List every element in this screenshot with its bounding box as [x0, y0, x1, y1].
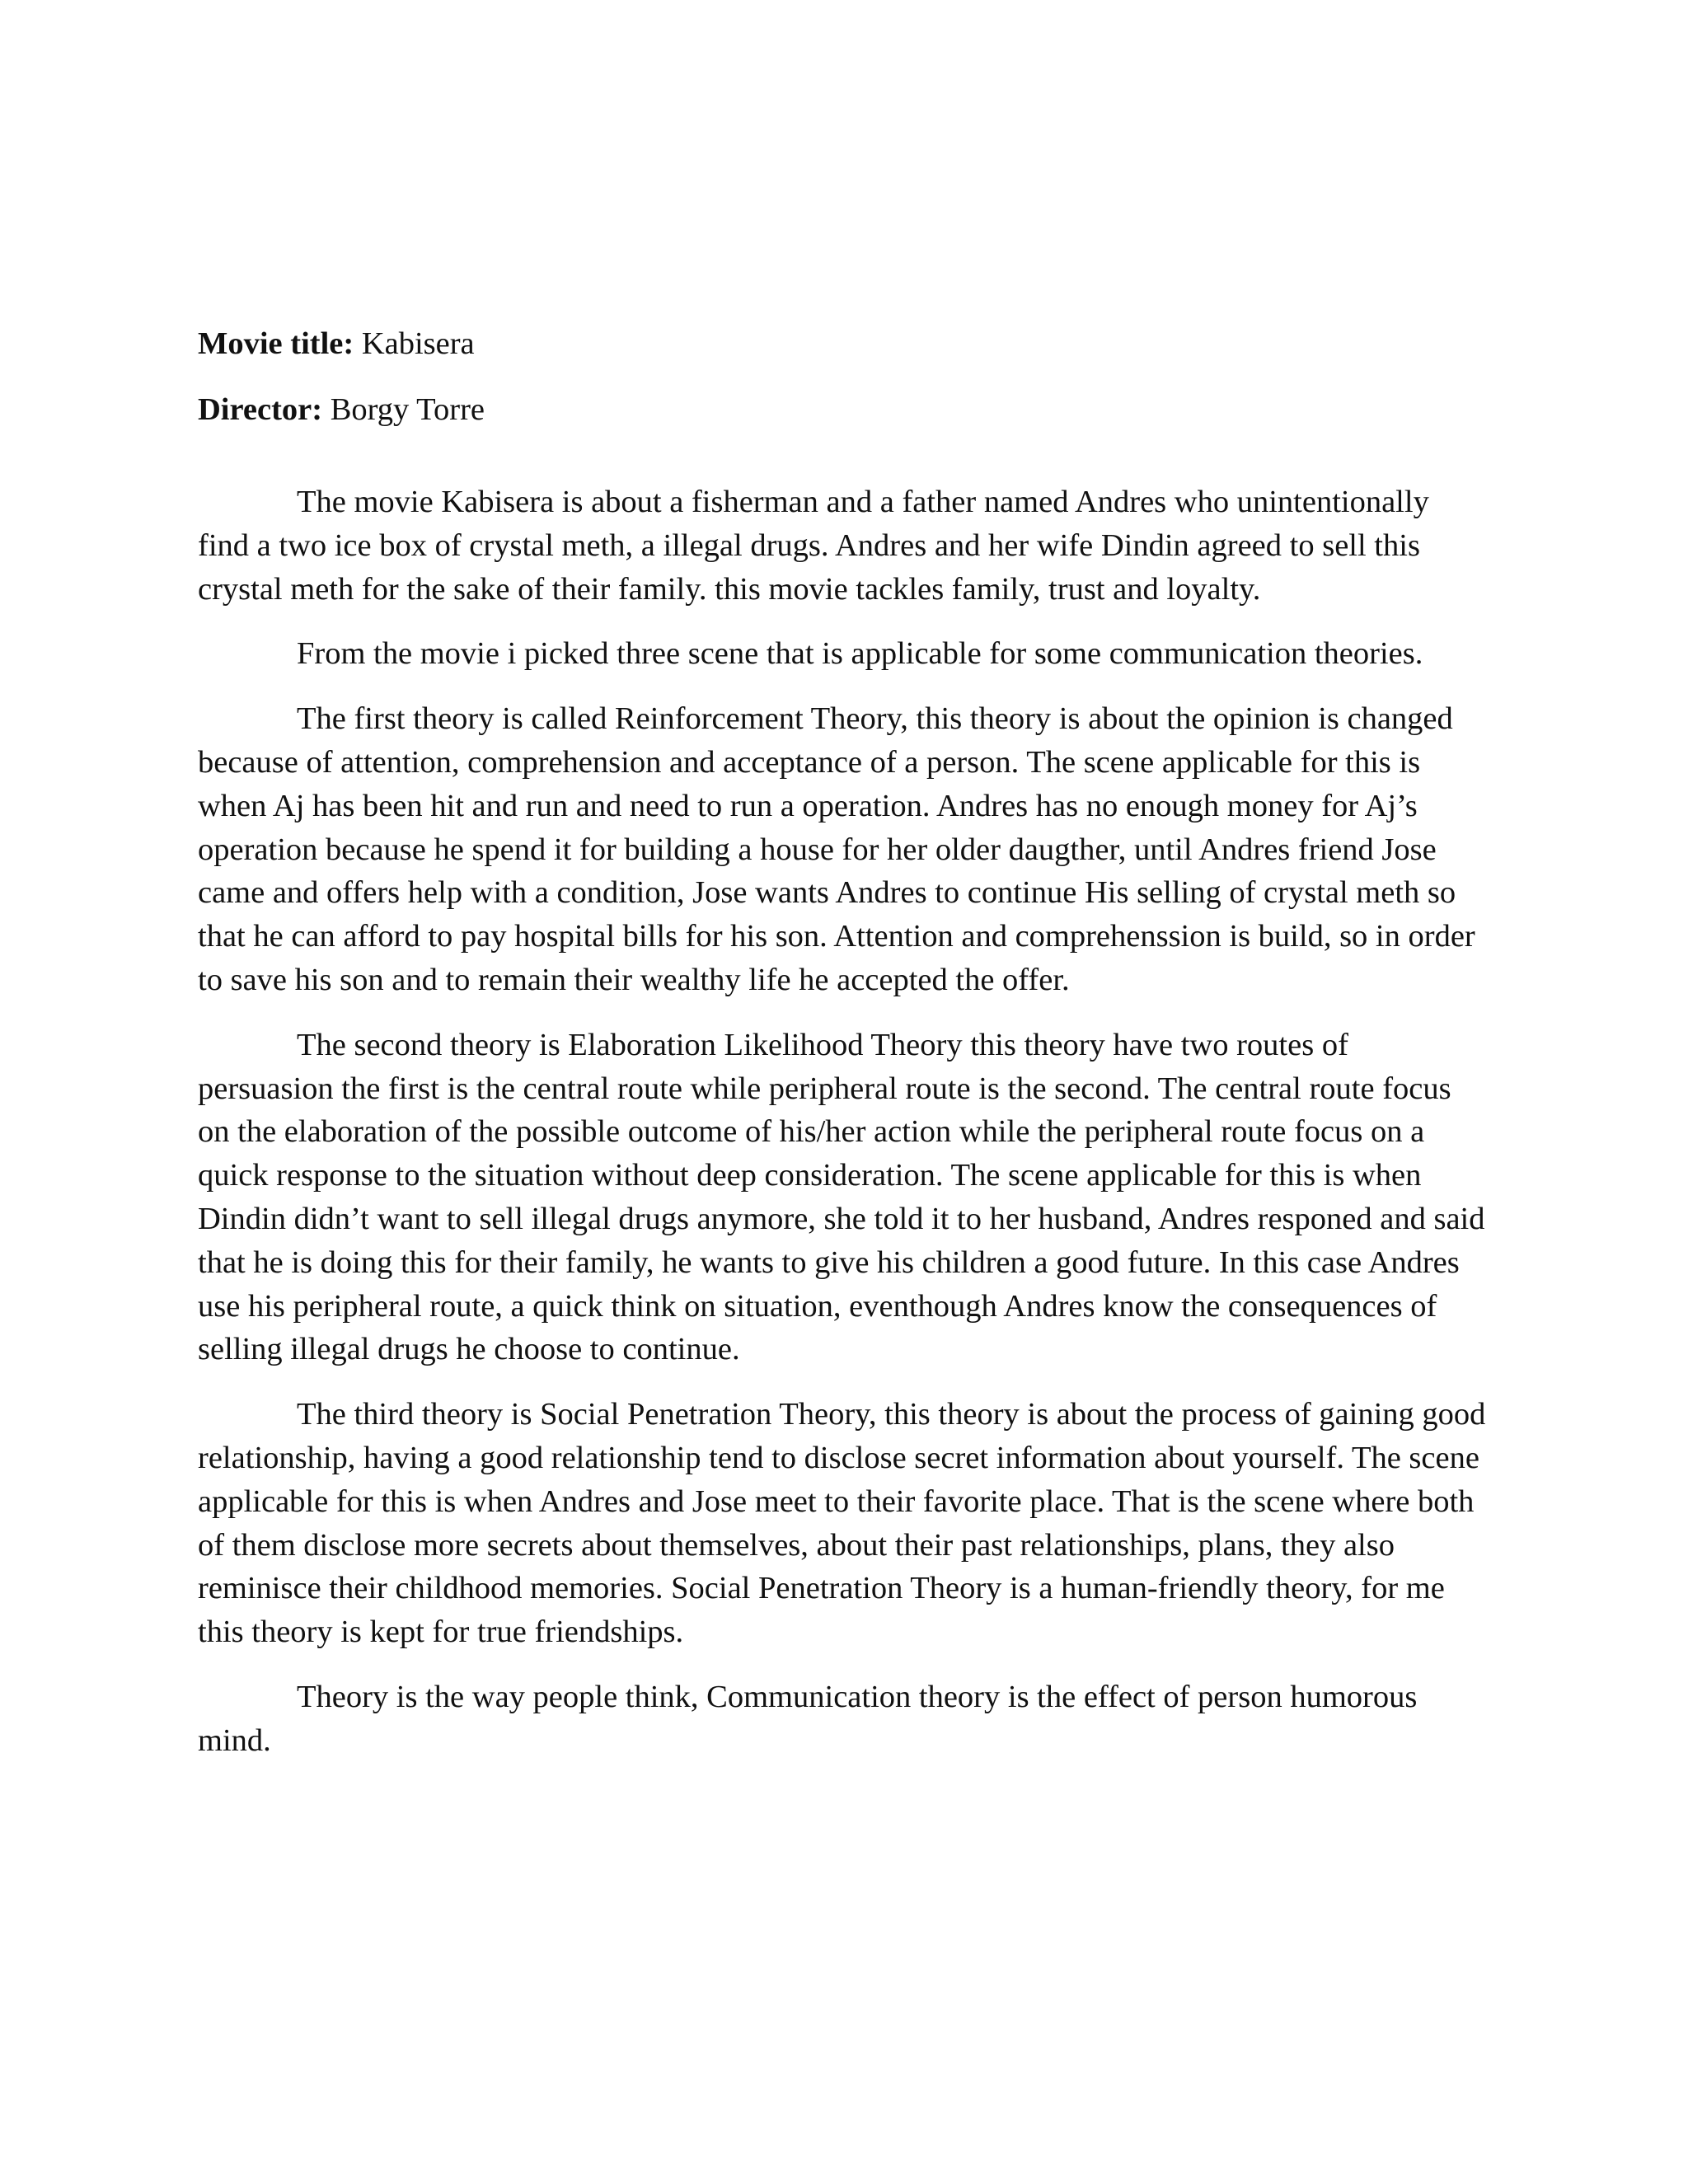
paragraph-conclusion: Theory is the way people think, Communication theory is the effect of person humorous mind.	[198, 1679, 1418, 1758]
paragraph-intro: From the movie i picked three scene that is applicable for some communication theories.	[297, 636, 1423, 672]
director-line	[198, 388, 1488, 431]
paragraph-reinforcement-theory: The first theory is called Reinforcement Theory, this theory is about the opinion is changed because of attention, comprehension and acceptance of a person. The scene applicable for this is when Aj has been hit and run and need to run a operation. Andres has no enough money for Aj’s operation because he spend it for building a house for her older daugther, until Andres friend Jose came and offers help with a condition, Jose wants Andres to continue His selling of crystal meth so that he can afford to pay hospital bills for his son. Attention and comprehenssion is build, so in order to save his son and to remain their wealthy life he accepted the offer.	[198, 701, 1475, 997]
body-text	[198, 480, 1488, 1763]
paragraph-elaboration-likelihood-theory: The second theory is Elaboration Likelihood Theory this theory have two routes of persuasion the first is the central route while peripheral route is the second. The central route focus on the elaboration of the possible outcome of his/her action while the peripheral route focus on a quick response to the situation without deep consideration. The scene applicable for this is when Dindin didn’t want to sell illegal drugs anymore, she told it to her husband, Andres responed and said that he is doing this for their family, he wants to give his children a good future. In this case Andres use his peripheral route, a quick think on situation, eventhough Andres know the consequences of selling illegal drugs he choose to continue.	[198, 1027, 1485, 1367]
movie-title-value: Kabisera	[361, 326, 475, 361]
movie-title-line	[198, 322, 1488, 365]
document-content	[198, 322, 1488, 1784]
director-value: Borgy Torre	[330, 392, 485, 427]
movie-title-label: Movie title:	[198, 326, 354, 361]
paragraph-summary: The movie Kabisera is about a fisherman and a father named Andres who unintentionally find a two ice box of crystal meth, a illegal drugs. Andres and her wife Dindin agreed to sell this crystal meth for the sake of their family. this movie tackles family, trust and loyalty.	[198, 485, 1429, 607]
paragraph-social-penetration-theory: The third theory is Social Penetration Theory, this theory is about the process of gaining good relationship, having a good relationship tend to disclose secret information about yourself. The scene applicable for this is when Andres and Jose meet to their favorite place. That is the scene where both of them disclose more secrets about themselves, about their past relationships, plans, they also reminisce their childhood memories. Social Penetration Theory is a human-friendly theory, for me this theory is kept for true friendships.	[198, 1397, 1486, 1650]
director-label: Director:	[198, 392, 323, 427]
